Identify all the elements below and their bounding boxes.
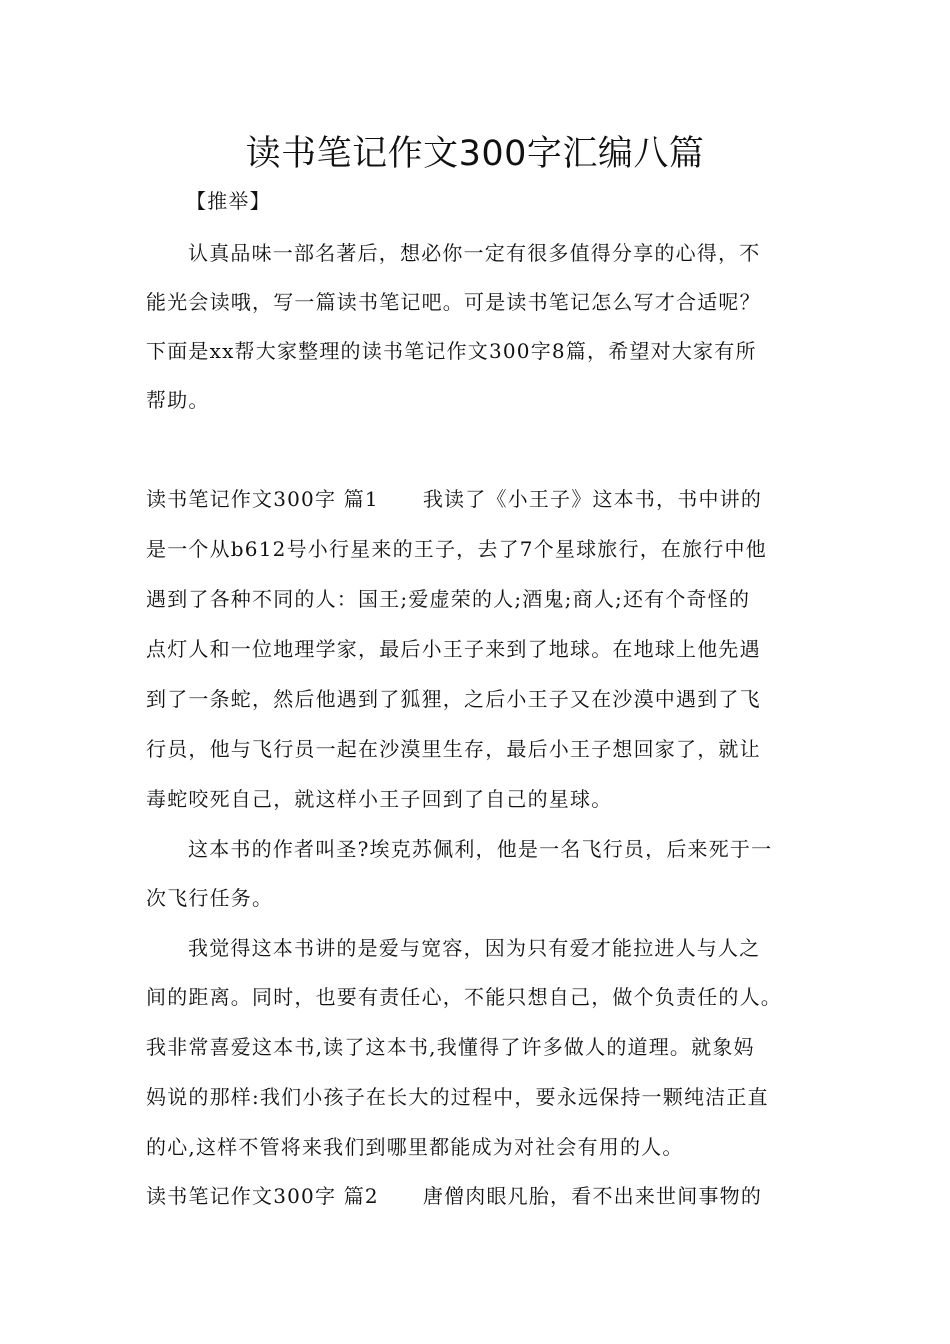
section-1-para3-line-3: 我非常喜爱这本书,读了这本书,我懂得了许多做人的道理。就象妈 xyxy=(146,1035,755,1059)
recommend-tag: 【推举】 xyxy=(186,189,271,213)
intro-line-4: 帮助。 xyxy=(146,388,210,412)
section-1-line-2: 是一个从b612号小行星来的王子，去了7个星球旅行，在旅行中他 xyxy=(146,537,767,561)
section-2-first-line xyxy=(146,1181,762,1211)
section-1-line-7: 毒蛇咬死自己，就这样小王子回到了自己的星球。 xyxy=(146,787,613,811)
section-1-para3-line-1: 我觉得这本书讲的是爱与宽容，因为只有爱才能拉进人与人之 xyxy=(188,936,761,960)
section-1-line-5: 到了一条蛇，然后他遇到了狐狸，之后小王子又在沙漠中遇到了飞 xyxy=(146,687,761,711)
document-title: 读书笔记作文300字汇编八篇 xyxy=(245,134,705,174)
section-1-para2-line-2: 次飞行任务。 xyxy=(146,886,274,910)
section-1-para3-line-4: 妈说的那样:我们小孩子在长大的过程中，要永远保持一颗纯洁正直 xyxy=(146,1085,769,1109)
section-2-heading: 读书笔记作文300字 篇2 xyxy=(146,1184,379,1208)
section-2-text-start: 唐僧肉眼凡胎，看不出来世间事物的 xyxy=(422,1184,763,1208)
section-1-heading: 读书笔记作文300字 篇1 xyxy=(146,487,379,511)
section-1-text-start: 我读了《小王子》这本书，书中讲的 xyxy=(422,487,763,511)
intro-line-2: 能光会读哦，写一篇读书笔记吧。可是读书笔记怎么写才合适呢？ xyxy=(146,290,761,314)
section-1-line-3: 遇到了各种不同的人：国王;爱虚荣的人;酒鬼;商人;还有个奇怪的 xyxy=(146,587,751,611)
section-1-para2-line-1: 这本书的作者叫圣?埃克苏佩利，他是一名飞行员，后来死于一 xyxy=(188,837,773,861)
section-1-para3-line-5: 的心,这样不管将来我们到哪里都能成为对社会有用的人。 xyxy=(146,1135,684,1159)
section-1-para3-line-2: 间的距离。同时，也要有责任心，不能只想自己，做个负责任的人。 xyxy=(146,985,782,1009)
section-1-first-line xyxy=(146,484,762,514)
intro-line-1: 认真品味一部名著后，想必你一定有很多值得分享的心得，不 xyxy=(188,241,761,265)
intro-line-3: 下面是xx帮大家整理的读书笔记作文300字8篇，希望对大家有所 xyxy=(146,339,757,363)
section-1-line-4: 点灯人和一位地理学家，最后小王子来到了地球。在地球上他先遇 xyxy=(146,637,761,661)
section-1-line-6: 行员，他与飞行员一起在沙漠里生存，最后小王子想回家了，就让 xyxy=(146,737,761,761)
